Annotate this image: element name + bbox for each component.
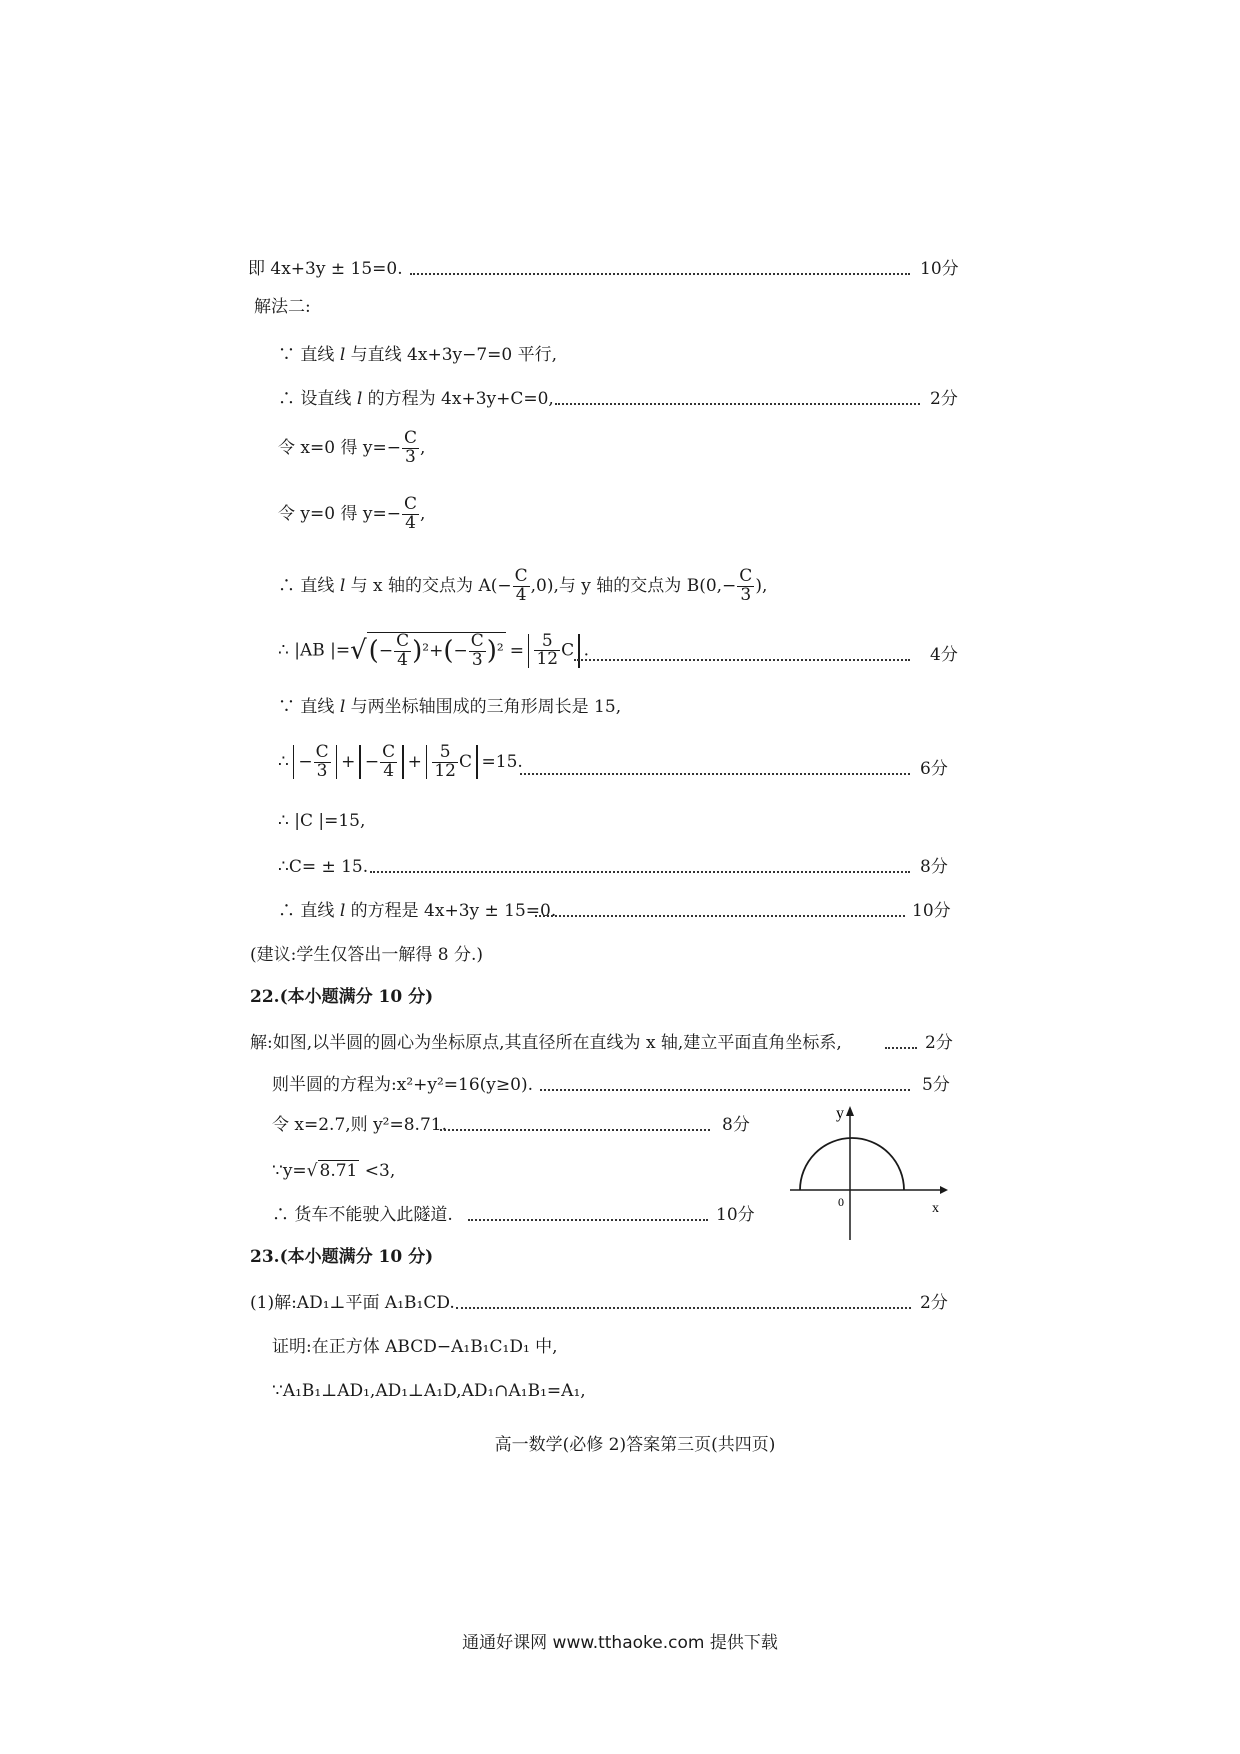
y-axis-label: y <box>836 1105 844 1122</box>
score: 2分 <box>925 1033 953 1053</box>
dot-leader <box>440 1129 710 1131</box>
answer-line: 令 x=0 得 y=− $\frac{C}{3}$ , <box>278 428 426 467</box>
note-text: (建议:学生仅答出一解得 8 分.) <box>250 945 484 965</box>
semicircle-figure <box>780 1100 950 1250</box>
score: 2分 <box>930 389 958 409</box>
dot-leader <box>410 273 910 275</box>
answer-text: 令 x=0 得 y=− <box>278 438 401 458</box>
answer-text: ∵ 直线 <box>278 345 340 365</box>
fraction: $\frac{C}{3}$ <box>403 428 417 467</box>
origin-label: 0 <box>838 1195 844 1209</box>
dot-leader <box>555 403 920 405</box>
method-label: 解法二: <box>254 297 311 317</box>
answer-line <box>0 340 1240 370</box>
question-heading <box>0 982 1240 1012</box>
answer-line <box>0 806 1240 836</box>
x-axis-arrow <box>940 1186 948 1194</box>
score: 4分 <box>930 645 958 665</box>
answer-text: 与直线 4x+3y−7=0 平行, <box>345 345 558 365</box>
answer-line: ∴ − $\frac{C}{3}$ + − $\frac{C}{4}$ + $\frac{5}{12}$ C =15. <box>278 742 523 781</box>
answer-line: ∴ 直线 l 与 x 轴的交点为 A(− $\frac{C}{4}$ ,0),与 y 轴的交点为 B(0,− $\frac{C}{3}$ ), <box>278 566 768 605</box>
score-line <box>0 640 1240 670</box>
radicand: (− $\frac{C}{4}$ )²+(− $\frac{C}{3}$ )² <box>368 631 504 670</box>
dot-leader <box>574 659 910 661</box>
fraction: $\frac{C}{3}$ <box>315 742 329 781</box>
score: 8分 <box>722 1115 750 1135</box>
fraction: $\frac{5}{12}$ <box>536 630 559 670</box>
answer-text: 证明:在正方体 ABCD−A₁B₁C₁D₁ 中, <box>272 1337 558 1357</box>
source-footer: 通通好课网 www.tthaoke.com 提供下载 <box>462 1633 778 1653</box>
score: 10分 <box>716 1205 755 1225</box>
note-line <box>0 940 1240 970</box>
answer-text: ∴ |C |=15, <box>278 811 366 831</box>
dot-leader <box>370 871 910 873</box>
page-label: 高一数学(必修 2)答案第三页(共四页) <box>494 1435 776 1455</box>
answer-text: ∴C= ± 15. <box>278 857 369 877</box>
radicand: 8.71 <box>319 1161 358 1181</box>
score: 6分 <box>920 759 948 779</box>
answer-line <box>0 852 1240 882</box>
sqrt-sign: √ <box>350 635 367 666</box>
variable-l: l <box>339 901 346 921</box>
answer-text: 令 x=2.7,则 y²=8.71. <box>272 1115 447 1135</box>
method-heading <box>0 292 1240 322</box>
answer-line <box>0 1028 1240 1058</box>
answer-text: 则半圆的方程为:x²+y²=16(y≥0). <box>272 1075 534 1095</box>
answer-line: ∵ 直线 l 与两坐标轴围成的三角形周长是 15, <box>278 697 622 717</box>
answer-text: ∴ 设直线 <box>278 389 357 409</box>
fraction: $\frac{C}{4}$ <box>396 631 410 670</box>
dot-leader <box>468 1219 708 1221</box>
answer-text: ∴ 货车不能驶入此隧道. <box>272 1205 453 1225</box>
y-axis-arrow <box>846 1106 854 1116</box>
dot-leader <box>885 1047 917 1049</box>
fraction: $\frac{5}{12}$ <box>434 742 456 781</box>
answer-text: (1)解:AD₁⊥平面 A₁B₁CD. <box>250 1293 455 1313</box>
answer-line <box>0 1288 1240 1318</box>
answer-text: 即 4x+3y ± 15=0. <box>248 259 403 279</box>
dot-leader <box>540 1089 910 1091</box>
answer-line <box>0 1110 1240 1140</box>
variable-l: l <box>339 576 346 596</box>
dot-leader <box>535 915 905 917</box>
question-heading <box>0 1242 1240 1272</box>
score: 10分 <box>920 259 959 279</box>
x-axis-label: x <box>932 1201 939 1216</box>
answer-line <box>0 254 1240 284</box>
variable-l: l <box>356 389 363 409</box>
sqrt-sign: √ <box>306 1161 318 1181</box>
score-line <box>0 754 1240 784</box>
semicircle-arc <box>800 1138 904 1190</box>
fraction: $\frac{C}{4}$ <box>514 566 528 605</box>
answer-line <box>0 1332 1240 1362</box>
answer-line: ∵y=√ 8.71 <3, <box>272 1161 396 1181</box>
dot-leader <box>520 773 910 775</box>
question-title: 23.(本小题满分 10 分) <box>250 1247 434 1267</box>
answer-text: 的方程为 4x+3y+C=0, <box>362 389 554 409</box>
answer-text: 解:如图,以半圆的圆心为坐标原点,其直径所在直线为 x 轴,建立平面直角坐标系, <box>250 1033 842 1053</box>
answer-text: 令 y=0 得 y=− <box>278 504 401 524</box>
score: 10分 <box>912 901 951 921</box>
answer-line <box>0 1376 1240 1406</box>
answer-line <box>0 1070 1240 1100</box>
question-title: 22.(本小题满分 10 分) <box>250 987 434 1007</box>
answer-text: ∵A₁B₁⊥AD₁,AD₁⊥A₁D,AD₁∩A₁B₁=A₁, <box>272 1381 586 1401</box>
answer-line: ∴ |AB |=√(− $\frac{C}{4}$ )²+(− $\frac{C}{3}$ )² = $\frac{5}{12}$ C . <box>278 630 590 670</box>
fraction: $\frac{C}{4}$ <box>382 742 396 781</box>
answer-line <box>0 1200 1240 1230</box>
answer-line: ∴ 直线 l 的方程是 4x+3y ± 15=0. 10分 <box>0 896 1240 926</box>
score: 5分 <box>922 1075 950 1095</box>
answer-line <box>0 384 1240 414</box>
fraction: $\frac{C}{3}$ <box>739 566 753 605</box>
score: 2分 <box>920 1293 948 1313</box>
answer-line: 令 y=0 得 y=− $\frac{C}{4}$ , <box>278 494 426 533</box>
fraction: $\frac{C}{3}$ <box>470 631 484 670</box>
variable-l: l <box>339 697 346 717</box>
variable-l: l <box>339 345 346 365</box>
dot-leader <box>456 1307 911 1309</box>
fraction: $\frac{C}{4}$ <box>403 494 417 533</box>
score: 8分 <box>920 857 948 877</box>
